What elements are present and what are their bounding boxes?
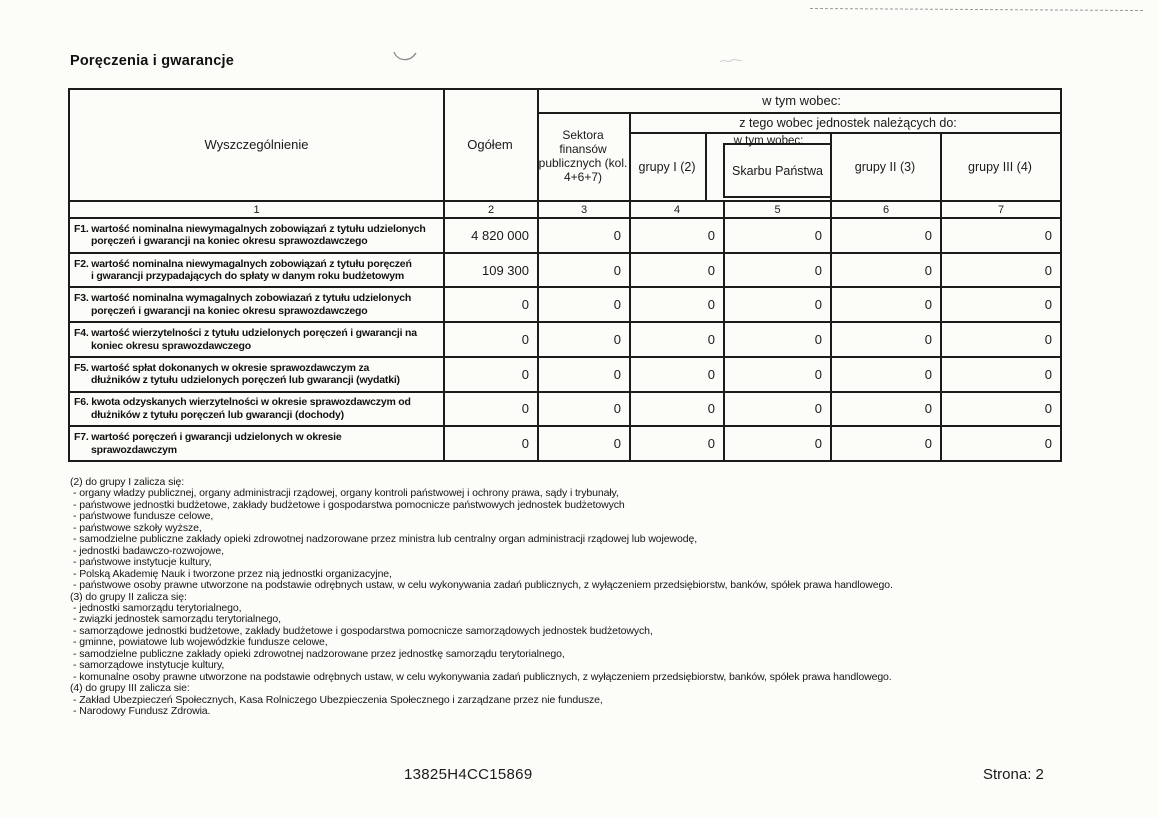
grid-line	[629, 132, 1060, 134]
table-row	[70, 286, 1060, 321]
value-cell: 0	[537, 219, 629, 252]
value-cell: 0	[537, 288, 629, 321]
row-label: F2. wartość nominalna niewymagalnych zobowiązań z tytułu poręczeń i gwarancji przypadających do spłaty w danym roku budżetowym	[74, 257, 412, 283]
scan-artifact-squiggle	[392, 49, 418, 65]
footnote-line: - państwowe instytucje kultury,	[73, 556, 212, 569]
document-code: 13825H4CC15869	[404, 766, 533, 783]
value-cell: 0	[629, 393, 723, 426]
header-sub-w-tym-wobec: w tym wobec:	[733, 135, 804, 147]
header-col-specification: Wyszczególnienie	[204, 137, 309, 152]
header-col-public-finance-sector: Sektora finansów publicznych (kol. 4+6+7)	[538, 128, 628, 184]
value-cell: 0	[537, 393, 629, 426]
row-label: F3. wartość nominalna wymagalnych zobowiazań z tytułu udzielonych poręczeń i gwarancji na koniec okresu sprawozdawczego	[74, 292, 412, 317]
value-cell: 0	[443, 393, 537, 426]
header-col-group3: grupy III (4)	[968, 160, 1032, 174]
value-cell: 0	[830, 358, 940, 391]
column-number: 2	[443, 202, 537, 217]
value-cell: 0	[629, 358, 723, 391]
footnote-heading: (3) do grupy II zalicza się:	[70, 590, 187, 603]
value-cell: 0	[723, 288, 830, 321]
value-cell: 0	[940, 358, 1060, 391]
row-label: F4. wartość wierzytelności z tytułu udzielonych poręczeń i gwarancji na koniec okresu sprawozdawczego	[74, 327, 417, 352]
header-col-total: Ogółem	[467, 137, 513, 152]
grid-line	[940, 134, 942, 200]
value-cell: 0	[443, 358, 537, 391]
header-col-group1: grupy I (2)	[638, 160, 696, 174]
footnote-line: - państwowe jednostki budżetowe, zakłady budżetowe i gospodarstwa pomocnicze państwowych jednostek budżetowych	[73, 498, 625, 511]
value-cell: 0	[537, 323, 629, 356]
table-row	[70, 356, 1060, 391]
grid-line	[537, 90, 539, 200]
value-cell: 0	[537, 254, 629, 287]
footnote-line: - komunalne osoby prawne utworzone na podstawie odrębnych ustaw, w celu wykonywania zadań publicznych, z wyłączeniem przedsiębiorstw, banków, spółek prawa handlowego.	[73, 670, 892, 683]
column-number: 1	[253, 203, 260, 216]
column-number: 6	[830, 202, 940, 217]
scan-artifact-squiggle	[719, 56, 743, 66]
column-number: 7	[940, 202, 1060, 217]
footnote-line: - gminne, powiatowe lub wojewódzkie fundusze celowe,	[73, 636, 328, 649]
header-group-z-tego-wobec: z tego wobec jednostek należących do:	[739, 116, 957, 130]
value-cell: 0	[940, 393, 1060, 426]
value-cell: 0	[940, 254, 1060, 287]
value-cell: 0	[940, 323, 1060, 356]
header-group-w-tym-wobec: w tym wobec:	[762, 93, 841, 108]
header-col-treasury: Skarbu Państwa	[723, 143, 832, 198]
column-number: 5	[723, 202, 830, 217]
footnote-line: - państwowe szkoły wyższe,	[73, 521, 202, 534]
row-label: F1. wartość nominalna niewymagalnych zobowiązań z tytułu udzielonych poręczeń i gwarancji na koniec okresu sprawozdawczego	[74, 222, 426, 248]
grid-line	[629, 112, 631, 200]
value-cell: 0	[830, 323, 940, 356]
value-cell: 0	[723, 393, 830, 426]
footnote-line: - Zakład Ubezpieczeń Społecznych, Kasa Rolniczego Ubezpieczenia Społecznego i zarządzane przez nie fundusze,	[73, 693, 603, 706]
page-number: Strona: 2	[983, 766, 1044, 783]
value-cell: 0	[629, 427, 723, 460]
row-label: F7. wartość poręczeń i gwarancji udzielonych w okresie sprawozdawczym	[74, 431, 342, 456]
table-row	[70, 321, 1060, 356]
value-cell: 0	[830, 393, 940, 426]
footnote-line: - organy władzy publicznej, organy administracji rządowej, organy kontroli państwowej i ochrony prawa, sądy i trybunały,	[73, 487, 619, 500]
footnote-line: - państwowe fundusze celowe,	[73, 510, 214, 523]
grid-line	[443, 90, 445, 200]
footnote-line: - samodzielne publiczne zakłady opieki zdrowotnej nadzorowane przez ministra lub centralny organ administracji rządowej lub wojewodę,	[73, 533, 698, 546]
grid-line	[537, 112, 1060, 114]
footnote-line: - samodzielne publiczne zakłady opieki zdrowotnej nadzorowane przez jednostkę samorządu terytorialnego,	[73, 647, 565, 660]
value-cell: 0	[940, 219, 1060, 252]
value-cell: 0	[723, 358, 830, 391]
footnotes-block	[70, 477, 1150, 718]
value-cell: 0	[629, 219, 723, 252]
table-row	[70, 425, 1060, 460]
value-cell: 0	[940, 288, 1060, 321]
grid-line	[830, 134, 832, 200]
value-cell: 0	[537, 427, 629, 460]
row-label: F6. kwota odzyskanych wierzytelności w okresie sprawozdawczym od dłużników z tytułu poręczeń lub gwarancji (dochody)	[74, 396, 411, 421]
column-number-row	[70, 200, 1060, 217]
value-cell: 0	[723, 323, 830, 356]
header-col-group2: grupy II (3)	[854, 160, 916, 174]
page-title: Poręczenia i gwarancje	[70, 53, 234, 69]
guarantees-table	[68, 88, 1062, 462]
row-label: F5. wartość spłat dokonanych w okresie sprawozdawczym za dłużników z tytułu udzielonych poręczeń lub gwarancji (wydatki)	[74, 361, 400, 387]
value-cell: 0	[443, 323, 537, 356]
value-cell: 0	[830, 219, 940, 252]
value-cell: 0	[723, 254, 830, 287]
table-body	[70, 217, 1060, 460]
value-cell: 0	[830, 427, 940, 460]
value-cell: 0	[443, 288, 537, 321]
value-cell: 0	[537, 358, 629, 391]
footnote-line: - samorządowe instytucje kultury,	[73, 659, 225, 672]
footnote-line: - jednostki badawczo-rozwojowe,	[73, 544, 224, 557]
footnote-line: - jednostki samorządu terytorialnego,	[73, 601, 242, 614]
grid-line	[705, 134, 707, 200]
footnote-heading: (2) do grupy I zalicza się:	[70, 476, 185, 488]
scan-artifact-line	[810, 8, 1143, 11]
value-cell: 0	[443, 427, 537, 460]
value-cell: 0	[830, 254, 940, 287]
value-cell: 0	[940, 427, 1060, 460]
value-cell: 0	[723, 219, 830, 252]
value-cell: 0	[629, 288, 723, 321]
table-row	[70, 217, 1060, 252]
table-header	[70, 90, 1060, 200]
footnote-line: - Polską Akademię Nauk i tworzone przez nią jednostki organizacyjne,	[73, 567, 392, 580]
footnote-line: - państwowe osoby prawne utworzone na podstawie odrębnych ustaw, w celu wykonywania zadań publicznych, z wyłączeniem przedsiębiorstw, banków, spółek prawa handlowego.	[73, 579, 893, 592]
footnote-heading: (4) do grupy III zalicza sie:	[70, 682, 190, 695]
column-number: 3	[537, 202, 629, 217]
value-cell: 0	[629, 323, 723, 356]
value-cell: 109 300	[443, 254, 537, 287]
column-number: 4	[629, 202, 723, 217]
value-cell: 0	[629, 254, 723, 287]
footnote-line: - samorządowe jednostki budżetowe, zakłady budżetowe i gospodarstwa pomocnicze samorządowych jednostek budżetowych,	[73, 624, 653, 637]
value-cell: 4 820 000	[443, 219, 537, 252]
table-row	[70, 391, 1060, 426]
footnote-line: - Narodowy Fundusz Zdrowia.	[73, 705, 211, 718]
value-cell: 0	[830, 288, 940, 321]
footnote-line: - związki jednostek samorządu terytorialnego,	[73, 613, 281, 626]
value-cell: 0	[723, 427, 830, 460]
table-row	[70, 252, 1060, 287]
